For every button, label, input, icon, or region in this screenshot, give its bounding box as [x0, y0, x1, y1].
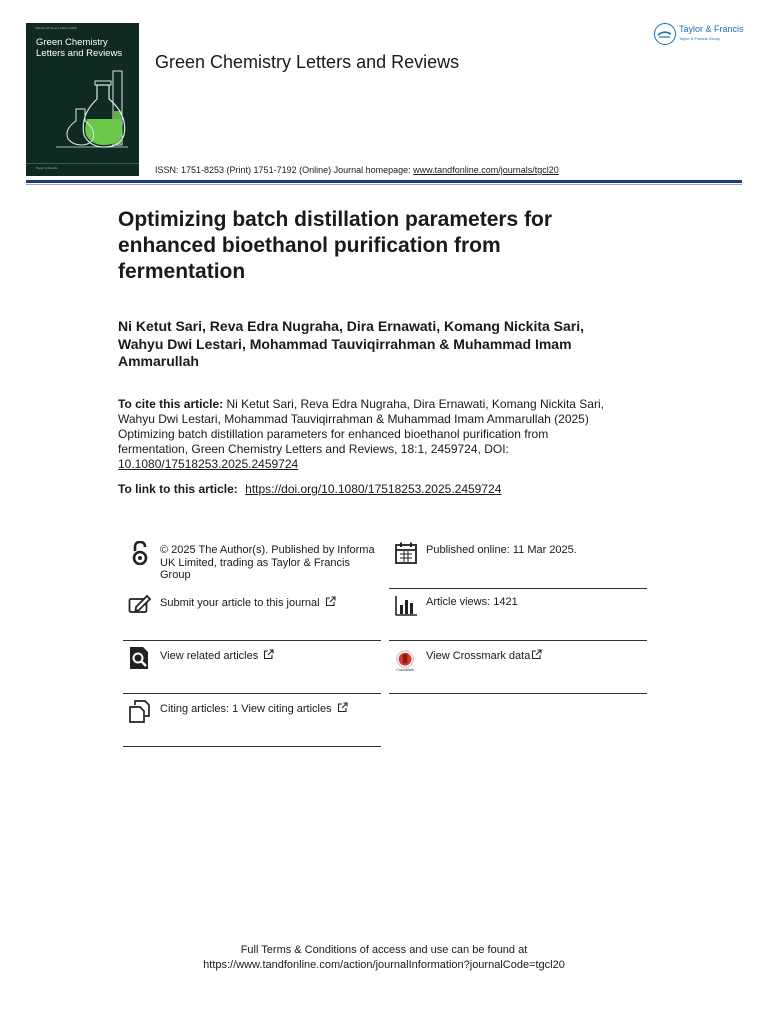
external-link-icon	[325, 596, 336, 607]
article-title: Optimizing batch distillation parameters for enhanced bioethanol purification from fermentation	[118, 208, 553, 283]
publisher-logo[interactable]	[654, 22, 746, 48]
crossmark-icon	[395, 650, 417, 672]
copyright-text: © 2025 The Author(s). Published by Informa UK Limited, trading as Taylor & Francis Group	[160, 544, 375, 581]
citing-articles-icon	[128, 699, 152, 723]
issn-line	[155, 165, 559, 175]
issn-text: ISSN: 1751-8253 (Print) 1751-7192 (Online) Journal homepage:	[155, 165, 411, 175]
terms-footer	[0, 943, 768, 972]
article-views-text: Article views: 1421	[426, 596, 518, 608]
edit-icon	[128, 593, 152, 617]
cover-divider	[26, 163, 139, 164]
publisher-logo-subtitle: Taylor & Francis Group	[679, 36, 720, 41]
header-rule	[26, 180, 742, 183]
external-link-icon	[263, 649, 274, 660]
related-articles-icon	[128, 646, 152, 670]
citation-label: To cite this article:	[118, 397, 224, 411]
open-access-notice	[123, 536, 381, 589]
external-link-icon	[337, 702, 348, 713]
external-link-icon	[531, 649, 542, 660]
calendar-icon	[394, 541, 418, 565]
publisher-logo-name: Taylor & Francis	[679, 24, 744, 34]
flasks-illustration	[26, 23, 139, 163]
article-doi-link[interactable]: https://doi.org/10.1080/17518253.2025.2459724	[245, 482, 502, 496]
cover-issue-line: Volume 18 Issue 1 March 2025	[35, 26, 77, 30]
cover-journal-title: Green Chemistry Letters and Reviews	[36, 37, 123, 59]
crossmark-caption: CrossMark	[396, 668, 414, 672]
crossmark-label: View Crossmark data	[426, 649, 648, 663]
publisher-logo-mark	[654, 23, 676, 45]
article-views	[389, 588, 647, 641]
article-link-label: To link to this article:	[118, 482, 238, 496]
terms-url[interactable]: https://www.tandfonline.com/action/journalInformation?journalCode=tgcl20	[203, 958, 565, 971]
journal-cover-image	[26, 23, 139, 176]
journal-homepage-link[interactable]: www.tandfonline.com/journals/tgcl20	[413, 165, 559, 175]
related-articles-link[interactable]	[123, 641, 381, 694]
citation-block	[118, 397, 618, 472]
journal-name: Green Chemistry Letters and Reviews	[155, 52, 460, 72]
crossmark-link[interactable]	[389, 641, 647, 694]
open-access-icon	[128, 541, 152, 565]
submit-article-link[interactable]	[123, 588, 381, 641]
published-date-text: Published online: 11 Mar 2025.	[426, 544, 577, 556]
cover-publisher: Taylor & Francis	[36, 166, 58, 170]
citing-articles-link[interactable]	[123, 694, 381, 747]
citing-articles-label: Citing articles: 1 View citing articles	[160, 702, 382, 716]
related-articles-label: View related articles	[160, 649, 382, 663]
article-authors: Ni Ketut Sari, Reva Edra Nugraha, Dira Ernawati, Komang Nickita Sari, Wahyu Dwi Lestari, Mohammad Tauviqirrahman & Muhammad Imam Ammarullah	[118, 318, 585, 369]
citation-text: Ni Ketut Sari, Reva Edra Nugraha, Dira Ernawati, Komang Nickita Sari, Wahyu Dwi Lestari, Mohammad Tauviqirrahman & Muhammad Imam Ammarullah (2025) Optimizing batch distillation parameters for enhanced bioethanol purification from fermentation, Green Chemistry Letters and Reviews, 18:1, 2459724, DOI:	[118, 397, 604, 456]
published-date	[389, 536, 647, 589]
terms-line: Full Terms & Conditions of access and use can be found at	[240, 944, 528, 956]
submit-article-label: Submit your article to this journal	[160, 596, 382, 610]
header-rule-thin	[26, 184, 742, 185]
citation-doi-link[interactable]: 10.1080/17518253.2025.2459724	[118, 457, 299, 471]
article-link-line	[118, 482, 501, 496]
bar-chart-icon	[394, 593, 418, 617]
